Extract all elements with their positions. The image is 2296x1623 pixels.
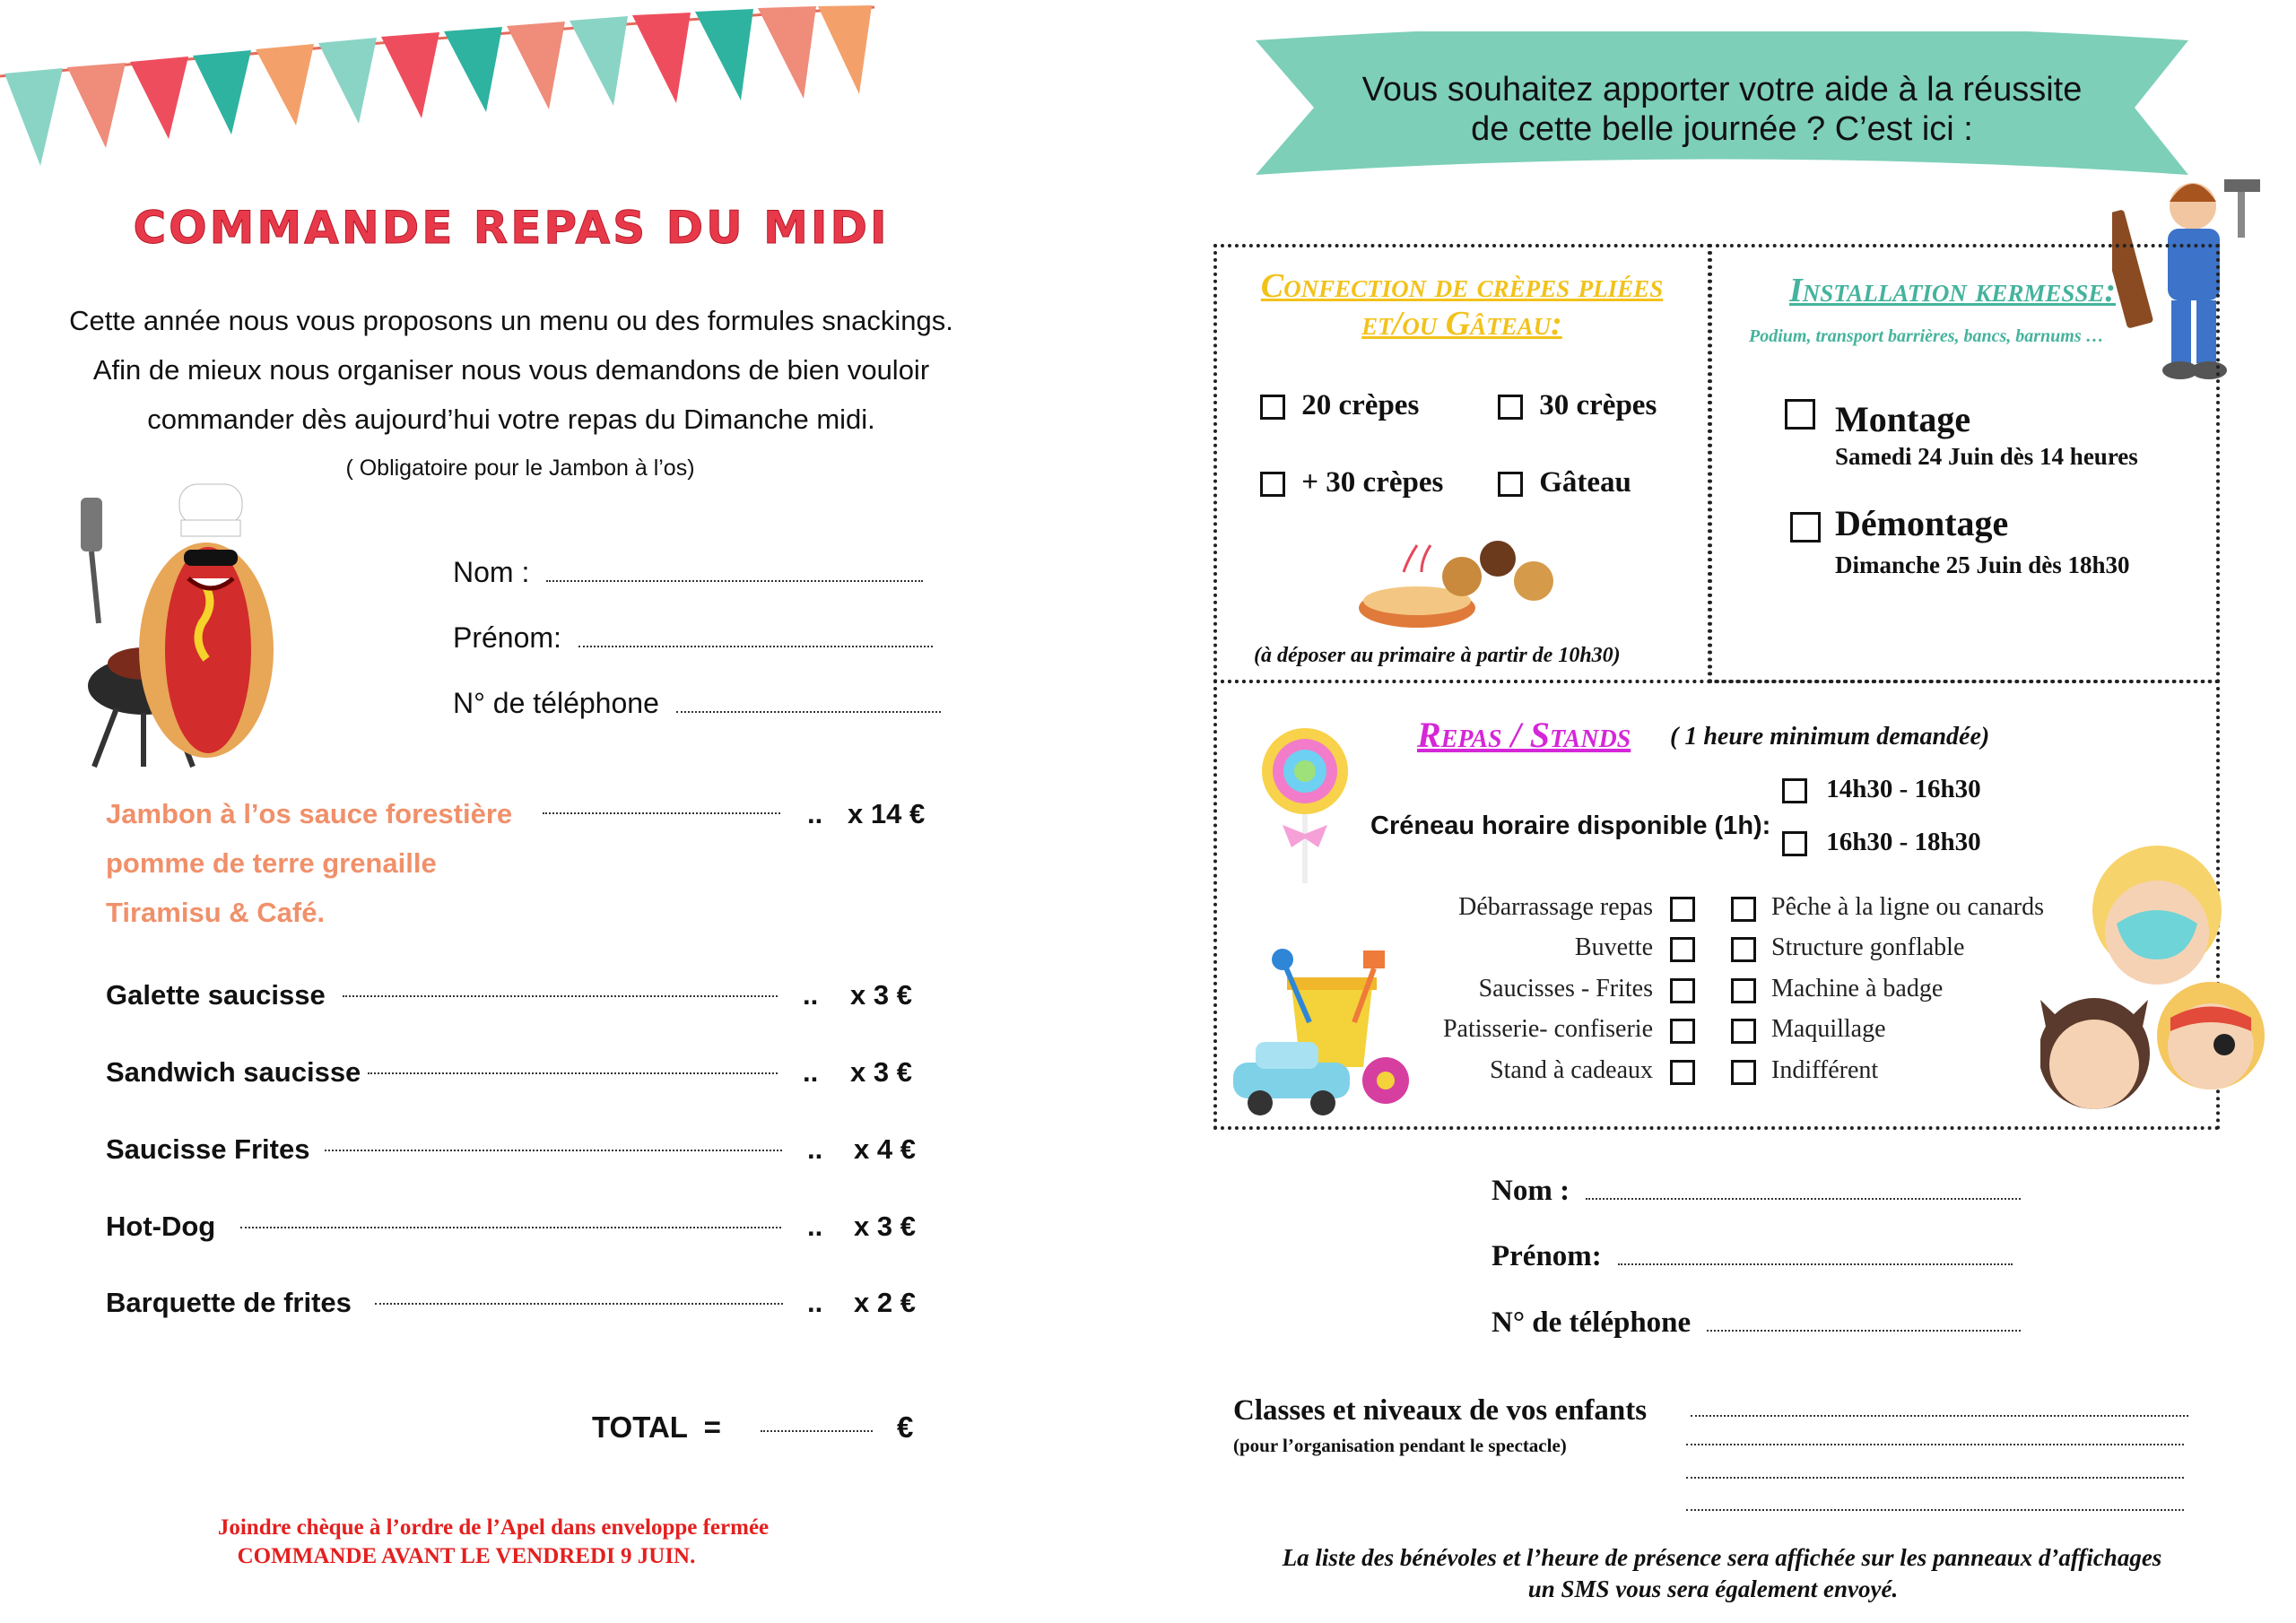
- volunteer-nom-field[interactable]: [1492, 1175, 2021, 1208]
- classes-sublabel: (pour l’organisation pendant le spectacle): [1233, 1435, 1567, 1456]
- intro-line: commander dès aujourd’hui votre repas du Dimanche midi.: [147, 404, 875, 435]
- crepes-option-gateau[interactable]: [1498, 466, 1631, 499]
- tel-label: N° de téléphone: [1492, 1306, 1692, 1339]
- item-quantity-line[interactable]: [325, 1150, 782, 1151]
- nom-input-line[interactable]: [1586, 1198, 2021, 1200]
- checkbox[interactable]: [1731, 1060, 1756, 1085]
- volunteer-tel-field[interactable]: [1492, 1306, 2021, 1340]
- checkbox[interactable]: [1670, 897, 1695, 922]
- checkbox[interactable]: [1731, 978, 1756, 1003]
- volunteer-list-note: La liste des bénévoles et l’heure de présence sera affichée sur les panneaux d’affichages: [1282, 1544, 2162, 1571]
- checkbox[interactable]: [1498, 395, 1523, 420]
- item-row: [106, 1211, 215, 1243]
- lollipop-illustration: [1256, 726, 1354, 888]
- crepes-title-line: et/ou Gâteau:: [1361, 305, 1562, 343]
- crepes-title-line: Confection de crèpes pliées: [1260, 267, 1664, 305]
- item-dots-short: ..: [807, 1133, 823, 1165]
- tel-input-line[interactable]: [676, 711, 941, 713]
- crepes-option-20[interactable]: [1260, 389, 1419, 422]
- checkbox[interactable]: [1260, 472, 1285, 497]
- checkbox[interactable]: [1260, 395, 1285, 420]
- prenom-label: Prénom:: [453, 621, 561, 654]
- checkbox[interactable]: [1498, 472, 1523, 497]
- checkbox[interactable]: [1670, 1019, 1695, 1044]
- tel-field[interactable]: [453, 687, 941, 720]
- item-price: x 3 €: [850, 979, 912, 1011]
- prenom-field[interactable]: [453, 621, 933, 655]
- classes-label: Classes et niveaux de vos enfants: [1233, 1394, 1648, 1427]
- nom-input-line[interactable]: [546, 580, 923, 582]
- checkbox[interactable]: [1731, 1019, 1756, 1044]
- menu-quantity-line[interactable]: [543, 812, 780, 814]
- item-quantity-line[interactable]: [240, 1227, 781, 1228]
- stand-label: Débarrassage repas: [1458, 893, 1653, 921]
- intro-text: [36, 296, 987, 444]
- menu-line-1: [106, 798, 512, 830]
- stand-label: Stand à cadeaux: [1490, 1056, 1653, 1084]
- item-price: x 3 €: [854, 1211, 916, 1242]
- tel-label: N° de téléphone: [453, 687, 659, 719]
- pie-cookies-illustration: [1354, 536, 1570, 644]
- item-quantity-line[interactable]: [375, 1303, 783, 1305]
- checkbox[interactable]: [1731, 937, 1756, 962]
- demontage-option[interactable]: [1790, 512, 1821, 542]
- menu-dots-short: ..: [807, 798, 823, 829]
- classes-input-line[interactable]: [1686, 1444, 2184, 1445]
- item-dots-short: ..: [803, 1056, 819, 1088]
- item-dots-short: ..: [807, 1287, 823, 1318]
- option-label: Gâteau: [1539, 466, 1631, 499]
- item-quantity-line[interactable]: [368, 1072, 778, 1074]
- option-label: + 30 crèpes: [1301, 466, 1444, 499]
- classes-input-line[interactable]: [1686, 1509, 2184, 1511]
- demontage-date: Dimanche 25 Juin dès 18h30: [1835, 551, 2130, 578]
- option-label: 20 crèpes: [1301, 389, 1420, 421]
- classes-input-line[interactable]: [1686, 1477, 2184, 1479]
- hotdog-mascot-illustration: [72, 480, 314, 776]
- banner-line: de cette belle journée ? C’est ici :: [1471, 110, 1973, 148]
- stand-option[interactable]: [1731, 1056, 1878, 1085]
- stand-option[interactable]: [1731, 893, 2044, 922]
- prenom-label: Prénom:: [1492, 1240, 1602, 1272]
- nom-field[interactable]: [453, 556, 923, 589]
- total-input-line[interactable]: [761, 1430, 873, 1432]
- stands-subtitle: ( 1 heure minimum demandée): [1670, 723, 1990, 751]
- checkbox[interactable]: [1785, 399, 1815, 430]
- intro-line: Afin de mieux nous organiser nous vous demandons de bien vouloir: [92, 354, 930, 386]
- install-title: Installation kermesse:: [1789, 272, 2117, 309]
- tel-input-line[interactable]: [1707, 1330, 2021, 1332]
- item-row: [106, 1056, 361, 1089]
- option-label: 30 crèpes: [1539, 389, 1657, 421]
- toys-illustration: [1229, 933, 1462, 1121]
- montage-label: Montage: [1835, 399, 1971, 439]
- prenom-input-line[interactable]: [578, 646, 933, 647]
- bunting-decoration: [0, 0, 888, 179]
- item-price: x 3 €: [850, 1056, 912, 1088]
- item-price: x 4 €: [854, 1133, 916, 1165]
- total-label: TOTAL =: [592, 1410, 721, 1444]
- item-quantity-line[interactable]: [343, 995, 778, 997]
- timeslot-option-1[interactable]: [1782, 775, 1981, 804]
- banner-text: [1327, 70, 2117, 149]
- stand-label: Machine à badge: [1771, 975, 1944, 1002]
- stand-label: Saucisses - Frites: [1478, 975, 1653, 1002]
- item-name: Saucisse Frites: [106, 1133, 310, 1165]
- menu-item-label: Jambon à l’os sauce forestière: [106, 798, 513, 829]
- menu-line-3: Tiramisu & Café.: [106, 897, 326, 928]
- stand-label: Patisserie- confiserie: [1442, 1015, 1653, 1043]
- checkbox[interactable]: [1731, 897, 1756, 922]
- stand-label: Buvette: [1574, 933, 1653, 961]
- timeslot-label: Créneau horaire disponible (1h):: [1370, 812, 1771, 840]
- timeslot-text: 14h30 - 16h30: [1826, 775, 1981, 803]
- demontage-label: Démontage: [1835, 503, 2009, 543]
- item-name: Galette saucisse: [106, 979, 326, 1011]
- crepes-option-plus-30[interactable]: [1260, 466, 1443, 499]
- crepes-option-30[interactable]: [1498, 389, 1657, 422]
- timeslot-text: 16h30 - 18h30: [1826, 828, 1981, 856]
- ham-note: ( Obligatoire pour le Jambon à l’os): [345, 456, 695, 481]
- install-subtitle: Podium, transport barrières, bancs, barnums …: [1749, 326, 2104, 346]
- classes-input-line[interactable]: [1691, 1415, 2188, 1417]
- stands-title: Repas / Stands: [1417, 715, 1631, 755]
- stand-label: Structure gonflable: [1771, 933, 1965, 961]
- checkbox[interactable]: [1782, 831, 1807, 856]
- item-name: Hot-Dog: [106, 1211, 216, 1242]
- payment-note: Joindre chèque à l’ordre de l’Apel dans enveloppe fermée: [217, 1515, 770, 1540]
- stand-option[interactable]: [1731, 1015, 1886, 1044]
- item-price: x 2 €: [854, 1287, 916, 1318]
- timeslot-option-2[interactable]: [1782, 828, 1981, 857]
- item-row: [106, 1133, 309, 1166]
- item-name: Barquette de frites: [106, 1287, 352, 1318]
- banner-line: Vous souhaitez apporter votre aide à la réussite: [1361, 71, 2083, 108]
- nom-label: Nom :: [453, 556, 530, 588]
- crepes-title: [1220, 267, 1704, 343]
- volunteer-prenom-field[interactable]: [1492, 1240, 2013, 1273]
- stand-label: Indifférent: [1771, 1056, 1879, 1084]
- prenom-input-line[interactable]: [1618, 1263, 2013, 1265]
- total-currency: €: [897, 1410, 914, 1444]
- intro-line: Cette année nous vous proposons un menu ou des formules snackings.: [69, 305, 953, 336]
- sms-note: un SMS vous sera également envoyé.: [1527, 1575, 1899, 1602]
- checkbox[interactable]: [1790, 512, 1821, 542]
- item-name: Sandwich saucisse: [106, 1056, 361, 1088]
- crepes-drop-note: (à déposer au primaire à partir de 10h30): [1254, 644, 1621, 667]
- item-row: [106, 979, 326, 1011]
- montage-date: Samedi 24 Juin dès 14 heures: [1835, 443, 2138, 470]
- stand-option[interactable]: [1399, 893, 1695, 922]
- item-row: [106, 1287, 352, 1319]
- stand-option[interactable]: [1731, 975, 1943, 1003]
- item-dots-short: ..: [807, 1211, 823, 1242]
- page-title: COMMANDE REPAS DU MIDI: [133, 202, 890, 254]
- checkbox[interactable]: [1670, 1060, 1695, 1085]
- order-deadline: COMMANDE AVANT LE VENDREDI 9 JUIN.: [237, 1544, 696, 1568]
- montage-option[interactable]: [1785, 399, 1815, 430]
- stand-option[interactable]: [1731, 933, 1964, 962]
- checkbox[interactable]: [1670, 937, 1695, 962]
- checkbox[interactable]: [1670, 978, 1695, 1003]
- checkbox[interactable]: [1782, 778, 1807, 803]
- menu-line-2: pomme de terre grenaille: [106, 847, 437, 879]
- menu-price: x 14 €: [848, 798, 926, 829]
- nom-label: Nom :: [1492, 1175, 1570, 1207]
- stand-label: Maquillage: [1771, 1015, 1886, 1043]
- stand-label: Pêche à la ligne ou canards: [1771, 893, 2044, 921]
- item-dots-short: ..: [803, 979, 819, 1011]
- kids-face-paint-illustration: [2040, 838, 2292, 1134]
